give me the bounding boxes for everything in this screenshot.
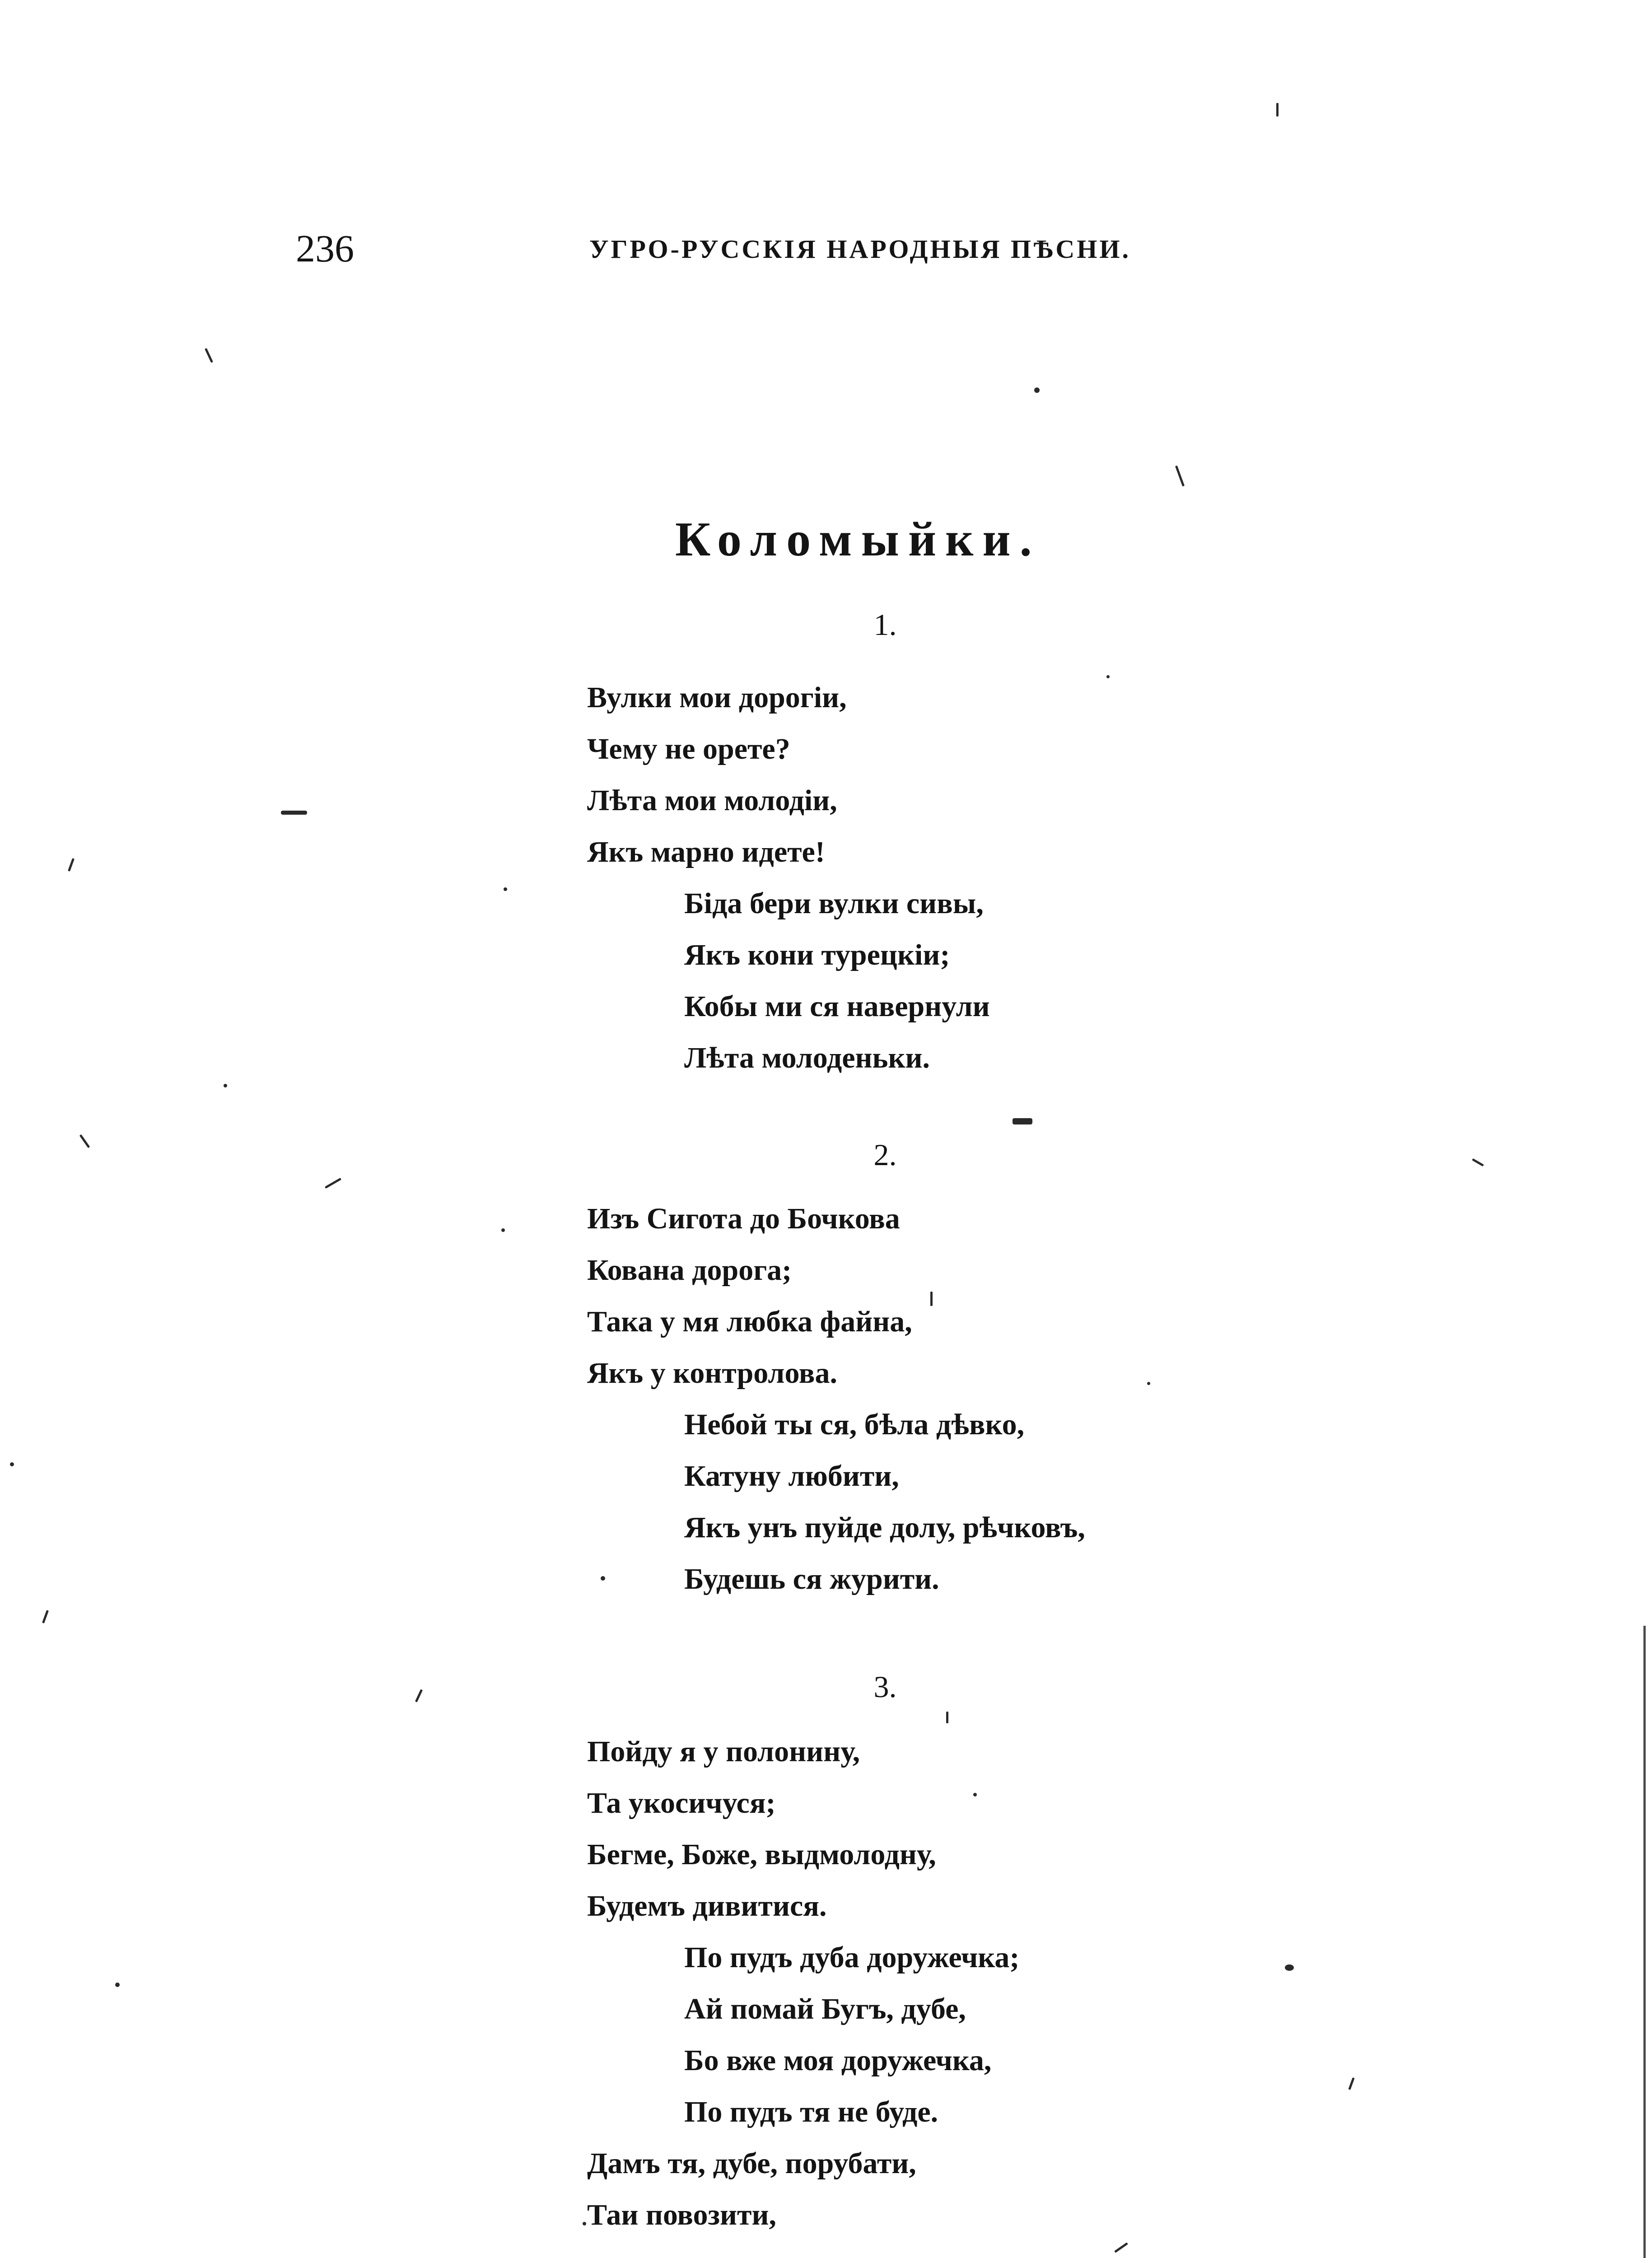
scan-speck	[325, 1178, 341, 1189]
scan-speck	[115, 1983, 120, 1987]
scan-speck	[1034, 387, 1040, 393]
page-edge-line	[1643, 1626, 1646, 2258]
scan-speck	[1175, 466, 1185, 487]
scan-speck	[281, 811, 307, 815]
scan-speck	[1114, 2242, 1128, 2253]
stanza-number-1: 1.	[873, 607, 897, 642]
stanza-1	[587, 672, 990, 1084]
scan-speck	[1013, 1118, 1032, 1124]
verse-line: Будемъ дивитися.	[587, 1889, 827, 1922]
verse-line: Ай помай Бугъ, дубе,	[684, 1992, 966, 2025]
verse-line: Якъ унъ пуйде долу, рѣчковъ,	[684, 1511, 1085, 1544]
verse-line: По пудъ дуба доружечка;	[684, 1941, 1020, 1974]
verse-line: Кована дорога;	[587, 1254, 792, 1287]
scan-speck	[10, 1462, 14, 1466]
verse-line: Катуну любити,	[684, 1460, 899, 1493]
scan-speck	[1147, 1382, 1150, 1385]
section-title: Коломыйки.	[675, 513, 1041, 566]
verse-line: Бо вже моя доружечка,	[684, 2044, 992, 2077]
verse-line: Будешь ся журити.	[684, 1563, 939, 1596]
verse-line: Бегме, Боже, выдмолодну,	[587, 1838, 936, 1871]
scan-speck	[79, 1134, 90, 1148]
verse-line: Кобы ми ся навернули	[684, 990, 990, 1023]
scan-speck	[1472, 1158, 1484, 1166]
verse-line: Дамъ тя, дубе, порубати,	[587, 2147, 916, 2180]
stanza-3	[587, 1726, 1019, 2241]
scan-speck	[1106, 675, 1110, 678]
scan-speck	[1348, 2077, 1354, 2090]
verse-line: Пойду я у полонину,	[587, 1735, 860, 1768]
verse-line: Изъ Сигота до Бочкова	[587, 1202, 900, 1235]
verse-line: По пудъ тя не буде.	[684, 2095, 938, 2128]
verse-line: Якъ у контролова.	[587, 1357, 837, 1390]
scan-speck	[504, 887, 507, 891]
scan-speck	[224, 1084, 227, 1087]
scan-speck	[1276, 103, 1279, 117]
verse-line: Небой ты ся, бѣла дѣвко,	[684, 1408, 1025, 1441]
stanza-2	[587, 1193, 1085, 1605]
scan-speck	[1285, 1964, 1294, 1971]
verse-line: Біда бери вулки сивы,	[684, 887, 984, 920]
verse-line: Така у мя любка файна,	[587, 1305, 912, 1338]
scan-speck	[601, 1576, 605, 1581]
scan-speck	[501, 1228, 505, 1232]
verse-line: Лѣта мои молодіи,	[587, 784, 837, 817]
running-title: УГРО-РУССКІЯ НАРОДНЫЯ ПѢСНИ.	[589, 234, 1131, 264]
stanza-number-2: 2.	[873, 1138, 897, 1172]
stanza-number-3: 3.	[873, 1670, 897, 1704]
scan-speck	[68, 858, 75, 872]
verse-line: Якъ марно идете!	[587, 835, 825, 868]
verse-line: Та укосичуся;	[587, 1787, 776, 1819]
verse-line: Якъ кони турецкіи;	[684, 938, 950, 971]
verse-line: Чему не орете?	[587, 732, 790, 765]
verse-line: Вулки мои дорогіи,	[587, 681, 847, 714]
page-number: 236	[296, 227, 354, 270]
scan-speck	[973, 1793, 977, 1796]
verse-line: Таи повозити,	[587, 2198, 776, 2231]
scan-speck	[946, 1712, 948, 1723]
scan-speck	[42, 1610, 49, 1624]
scan-speck	[415, 1689, 423, 1702]
scan-speck	[583, 2222, 586, 2225]
scan-speck	[930, 1292, 933, 1306]
verse-line: Лѣта молоденьки.	[684, 1041, 930, 1074]
scan-speck	[205, 348, 213, 363]
